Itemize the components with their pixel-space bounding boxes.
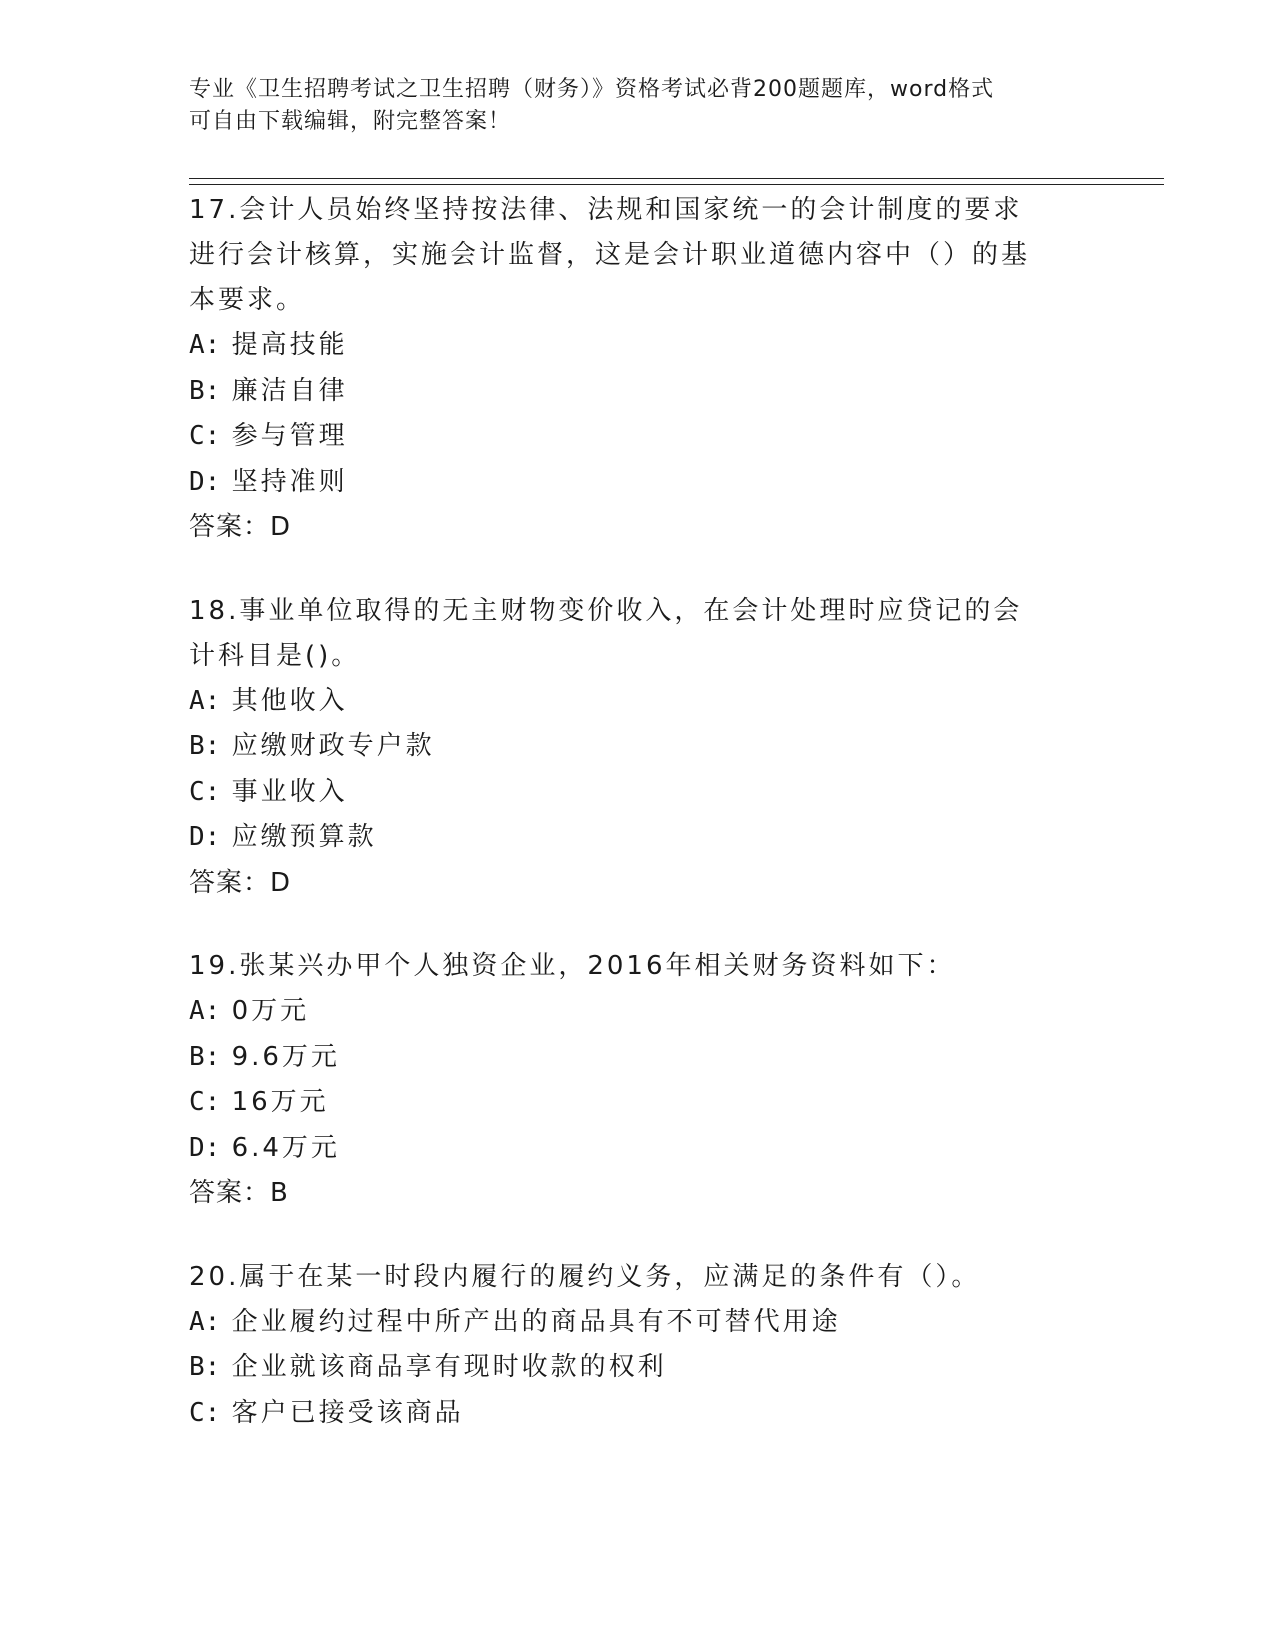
header-rule-top: [189, 178, 1164, 179]
option-c: [189, 1080, 1089, 1126]
option-text: 其他收入: [231, 685, 348, 716]
option-text: 0万元: [231, 996, 310, 1026]
option-text: 6.4万元: [231, 1132, 340, 1163]
question-20: [189, 1255, 1089, 1437]
option-text: 应缴预算款: [231, 822, 377, 852]
option-letter: C:: [189, 1087, 221, 1117]
question-text: 20.属于在某一时段内履行的履约义务，应满足的条件有（）。: [189, 1261, 981, 1292]
option-letter: A:: [189, 1306, 221, 1337]
question-17: [189, 188, 1089, 551]
option-text: 客户已接受该商品: [231, 1397, 464, 1428]
option-letter: B:: [189, 731, 221, 761]
option-text: 9.6万元: [231, 1041, 340, 1072]
option-letter: D:: [189, 822, 221, 852]
header-line-1: 专业《卫生招聘考试之卫生招聘（财务）》资格考试必背200题题库，word格式: [189, 77, 995, 102]
option-a: [189, 679, 1089, 725]
option-a: [189, 323, 1089, 369]
answer-line: 答案：D: [189, 512, 292, 542]
option-c: [189, 770, 1089, 816]
header-line-2: 可自由下载编辑，附完整答案！: [189, 109, 512, 134]
option-d: [189, 460, 1089, 506]
option-text: 应缴财政专户款: [231, 731, 435, 761]
option-letter: B:: [189, 1352, 221, 1382]
option-c: [189, 1391, 1089, 1437]
question-text: 17.会计人员始终坚持按法律、法规和国家统一的会计制度的要求进行会计核算，实施会计监督，这是会计职业道德内容中（）的基本要求。: [189, 195, 1031, 315]
option-letter: D:: [189, 466, 221, 497]
question-list: [189, 188, 1089, 1474]
option-c: [189, 414, 1089, 460]
document-header: [189, 74, 1089, 138]
option-letter: A:: [189, 330, 221, 360]
option-letter: C:: [189, 776, 221, 807]
option-text: 企业履约过程中所产出的商品具有不可替代用途: [231, 1306, 841, 1337]
option-letter: D:: [189, 1132, 221, 1163]
option-letter: A:: [189, 685, 221, 716]
option-text: 企业就该商品享有现时收款的权利: [231, 1352, 667, 1382]
option-b: [189, 724, 1089, 770]
option-b: [189, 1345, 1089, 1391]
option-a: [189, 1300, 1089, 1346]
option-text: 提高技能: [231, 330, 348, 360]
option-letter: B:: [189, 1041, 221, 1072]
option-d: [189, 1126, 1089, 1172]
question-19: [189, 944, 1089, 1217]
header-rule-bottom: [189, 184, 1164, 185]
option-b: [189, 369, 1089, 415]
option-text: 事业收入: [231, 776, 348, 807]
question-18: [189, 589, 1089, 907]
option-text: 廉洁自律: [231, 375, 348, 406]
option-d: [189, 815, 1089, 861]
question-text: 18.事业单位取得的无主财物变价收入，在会计处理时应贷记的会计科目是()。: [189, 595, 1023, 671]
option-letter: C:: [189, 1397, 221, 1428]
option-letter: C:: [189, 421, 221, 451]
option-text: 16万元: [231, 1087, 329, 1117]
option-text: 参与管理: [231, 421, 348, 451]
answer-line: 答案：D: [189, 867, 292, 898]
option-b: [189, 1035, 1089, 1081]
answer-line: 答案：B: [189, 1178, 289, 1208]
question-text: 19.张某兴办甲个人独资企业，2016年相关财务资料如下：: [189, 951, 956, 981]
option-a: [189, 989, 1089, 1035]
option-letter: B:: [189, 375, 221, 406]
option-text: 坚持准则: [231, 466, 348, 497]
option-letter: A:: [189, 996, 221, 1026]
